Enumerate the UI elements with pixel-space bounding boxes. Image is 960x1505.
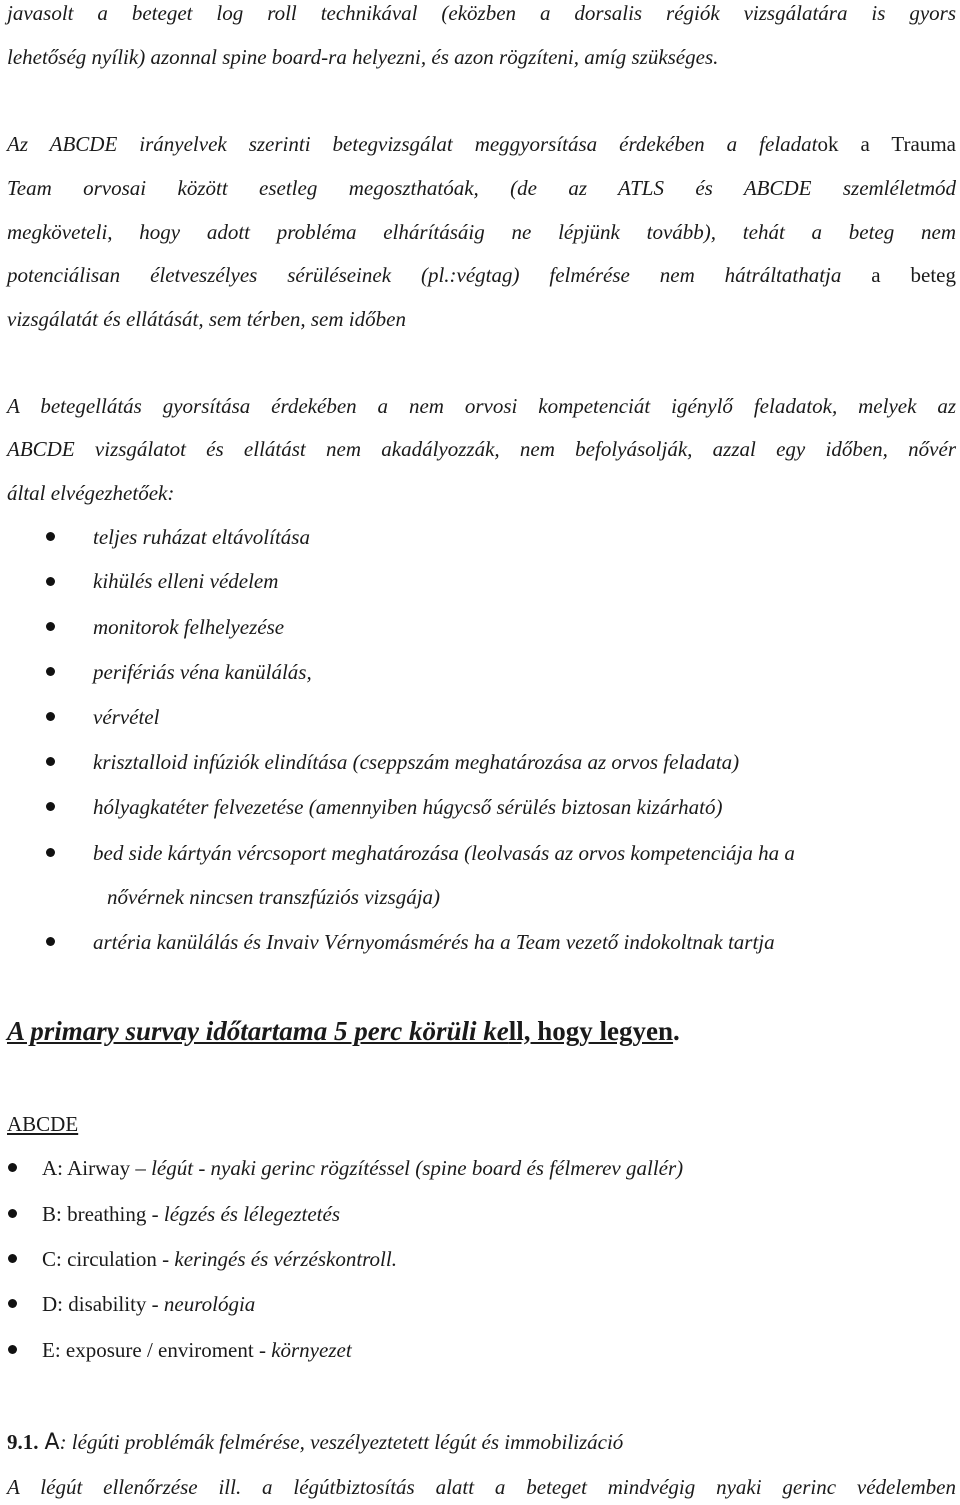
abcde-desc: légzés és lélegeztetés — [163, 1202, 340, 1226]
bullet-icon — [8, 1345, 17, 1354]
bullet-icon — [46, 937, 55, 946]
para2-line2: Team orvosai között esetleg megoszthatóak, (de az ATLS és ABCDE szemléletmód — [7, 176, 956, 200]
para3-line3: által elvégezhetőek: — [7, 481, 175, 505]
bullet-icon — [46, 848, 55, 857]
section-letter: A — [44, 1430, 60, 1455]
bullet-icon — [8, 1254, 17, 1263]
abcde-key: D: disability - — [42, 1292, 164, 1316]
list-item: krisztalloid infúziók elindítása (cseppszám meghatározása az orvos feladata) — [93, 750, 740, 774]
para2-line4-b: a beteg — [841, 263, 956, 287]
bullet-icon — [46, 712, 55, 721]
heading-upright-part: ll, hogy legyen — [508, 1016, 674, 1046]
abcde-key: C: circulation - — [42, 1247, 175, 1271]
abcde-item — [42, 1201, 340, 1227]
bullet-icon — [46, 757, 55, 766]
section-number: 9.1. — [7, 1430, 39, 1454]
abcde-desc: környezet — [271, 1338, 352, 1362]
primary-survey-heading — [7, 1015, 680, 1047]
heading-period: . — [673, 1016, 680, 1046]
last-line: A légút ellenőrzése ill. a légútbiztosítás alatt a beteget mindvégig nyaki gerinc védelemben — [7, 1475, 956, 1499]
para2-line4 — [7, 262, 956, 288]
list-item: perifériás véna kanülálás, — [93, 660, 312, 684]
para2-line3: megköveteli, hogy adott probléma elhárításáig ne lépjünk tovább), tehát a beteg nem — [7, 220, 956, 244]
abcde-desc: keringés és vérzéskontroll. — [174, 1247, 397, 1271]
bullet-icon — [46, 622, 55, 631]
list-item: bed side kártyán vércsoport meghatározása (leolvasás az orvos kompetenciája ha a — [93, 841, 795, 865]
bullet-icon — [46, 532, 55, 541]
para1-line1: javasolt a beteget log roll technikával (eközben a dorsalis régiók vizsgálatára is gyors — [7, 1, 956, 25]
para3-line2: ABCDE vizsgálatot és ellátást nem akadályozzák, nem befolyásolják, azzal egy időben, nővér — [7, 437, 956, 461]
list-item: artéria kanülálás és Invaiv Vérnyomásmérés ha a Team vezető indokoltnak tartja — [93, 930, 775, 954]
abcde-key: A: Airway – — [42, 1156, 152, 1180]
abcde-title: ABCDE — [7, 1112, 79, 1136]
bullet-icon — [8, 1299, 17, 1308]
bullet-icon — [46, 577, 55, 586]
para2-line1 — [7, 131, 956, 157]
bullet-icon — [8, 1163, 17, 1172]
abcde-item — [42, 1337, 352, 1363]
section-text: : légúti problémák felmérése, veszélyeztetett légút és immobilizáció — [59, 1430, 624, 1454]
para2-line1-b: ok a Trauma — [817, 132, 956, 156]
abcde-desc: neurológia — [163, 1292, 256, 1316]
para2-line4-a: potenciálisan életveszélyes sérüléseinek (pl.:végtag) felmérése nem hátráltathatja — [7, 263, 842, 287]
abcde-key: B: breathing - — [42, 1202, 164, 1226]
para1-line2: lehetőség nyílik) azonnal spine board-ra helyezni, és azon rögzíteni, amíg szükséges. — [7, 45, 719, 69]
abcde-item — [42, 1291, 255, 1317]
list-item: kihülés elleni védelem — [93, 569, 279, 593]
abcde-item — [42, 1155, 683, 1181]
heading-italic-part: A primary survay időtartama 5 perc körüli ke — [7, 1016, 509, 1046]
para3-line1: A betegellátás gyorsítása érdekében a nem orvosi kompetenciát igénylő feladatok, melyek az — [7, 394, 956, 418]
list-item: teljes ruházat eltávolítása — [93, 525, 310, 549]
list-item: vérvétel — [93, 705, 160, 729]
section-heading — [7, 1429, 623, 1456]
abcde-item — [42, 1246, 397, 1272]
para2-line1-a: Az ABCDE irányelvek szerinti betegvizsgálat meggyorsítása érdekében a feladat — [7, 132, 818, 156]
abcde-key: E: exposure / enviroment - — [42, 1338, 272, 1362]
abcde-desc: légút - nyaki gerinc rögzítéssel (spine board és félmerev gallér) — [151, 1156, 684, 1180]
list-item: monitorok felhelyezése — [93, 615, 285, 639]
bullet-icon — [8, 1209, 17, 1218]
list-item: hólyagkatéter felvezetése (amennyiben húgycső sérülés biztosan kizárható) — [93, 795, 723, 819]
list-item-continuation: nővérnek nincsen transzfúziós vizsgája) — [107, 885, 441, 909]
para2-line5: vizsgálatát és ellátását, sem térben, sem időben — [7, 307, 406, 331]
bullet-icon — [46, 802, 55, 811]
bullet-icon — [46, 667, 55, 676]
